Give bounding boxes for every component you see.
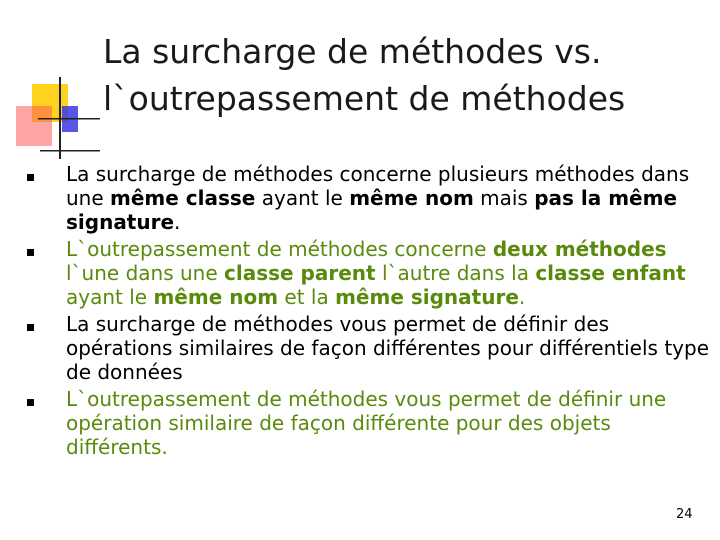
bullet-emphasis: même nom bbox=[349, 186, 474, 210]
bullet-text: l`autre dans la bbox=[375, 261, 536, 285]
deco-red-square bbox=[16, 106, 52, 146]
bullet-item bbox=[20, 237, 710, 309]
deco-horizontal-line bbox=[38, 118, 100, 120]
bullet-text: ayant le bbox=[255, 186, 350, 210]
bullet-text: L`outrepassement de méthodes concerne bbox=[66, 237, 493, 261]
bullet-item bbox=[20, 387, 710, 459]
page-number: 24 bbox=[676, 507, 693, 522]
bullet-emphasis: même classe bbox=[110, 186, 256, 210]
bullet-square-icon bbox=[27, 174, 34, 181]
bullet-text: . bbox=[518, 285, 526, 309]
slide-title-line-2: l`outrepassement de méthodes bbox=[103, 79, 626, 118]
bullet-emphasis: deux méthodes bbox=[492, 237, 667, 261]
bullet-item bbox=[20, 312, 710, 384]
deco-horizontal-line-2 bbox=[40, 150, 100, 152]
bullet-text: et la bbox=[278, 285, 336, 309]
bullet-emphasis: classe enfant bbox=[535, 261, 686, 285]
bullet-square-icon bbox=[27, 249, 34, 256]
bullet-emphasis: classe parent bbox=[224, 261, 376, 285]
bullet-text: . bbox=[174, 210, 181, 234]
bullet-text: L`outrepassement de méthodes vous permet de définir une opération similaire de façon différente pour des objets différents. bbox=[66, 387, 667, 459]
bullet-text: l`une dans une bbox=[66, 261, 224, 285]
bullet-emphasis: même signature bbox=[335, 285, 519, 309]
slide-title bbox=[103, 28, 703, 122]
bullet-text: ayant le bbox=[66, 285, 154, 309]
bullet-list bbox=[20, 162, 710, 462]
bullet-text: La surcharge de méthodes vous permet de définir des opérations similaires de façon différentes pour différentiels type de données bbox=[66, 312, 709, 384]
bullet-text: mais bbox=[473, 186, 535, 210]
bullet-square-icon bbox=[27, 399, 34, 406]
bullet-emphasis: pas la même signature bbox=[66, 186, 678, 234]
slide-title-line-1: La surcharge de méthodes vs. bbox=[103, 32, 602, 71]
bullet-text: La surcharge de méthodes concerne plusieurs méthodes dans une bbox=[66, 162, 690, 210]
title-decoration bbox=[0, 0, 100, 170]
bullet-item bbox=[20, 162, 710, 234]
bullet-emphasis: même nom bbox=[153, 285, 279, 309]
bullet-square-icon bbox=[27, 324, 34, 331]
